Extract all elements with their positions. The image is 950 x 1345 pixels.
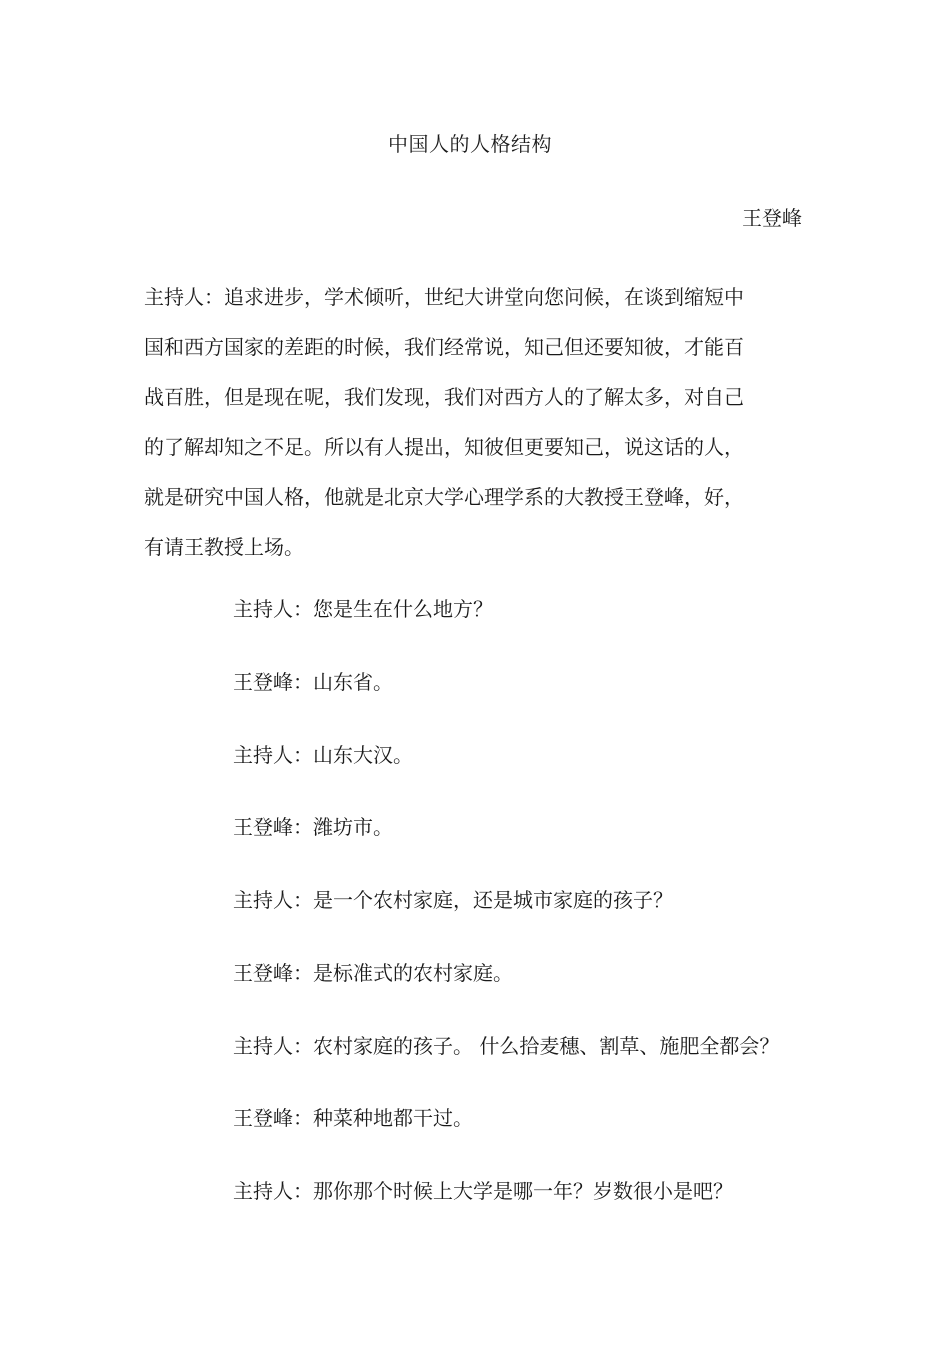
dialogue-turn: 王登峰：种菜种地都干过。 [233,1106,473,1131]
dialogue-turn: 主持人：是一个农村家庭，还是城市家庭的孩子？ [233,888,673,912]
dialogue-turn: 王登峰：是标准式的农村家庭。 [233,960,513,985]
dialogue-turn: 主持人：山东大汉。 [233,742,413,767]
document-title: 中国人的人格结构 [388,132,552,156]
intro-line: 就是研究中国人格，他就是北京大学心理学系的大教授王登峰，好， [144,485,744,509]
intro-line: 的了解却知之不足。所以有人提出，知彼但更要知己，说这话的人， [144,435,744,459]
dialogue-list [233,596,853,1251]
dialogue-turn: 王登峰：潍坊市。 [233,815,393,840]
dialogue-turn: 主持人：农村家庭的孩子。 什么拾麦穗、割草、施肥全都会？ [233,1033,780,1058]
intro-line: 战百胜，但是现在呢，我们发现，我们对西方人的了解太多，对自己 [144,385,744,409]
dialogue-turn: 主持人：您是生在什么地方？ [233,597,493,621]
intro-paragraph [144,272,784,572]
intro-line: 主持人：追求进步，学术倾听，世纪大讲堂向您问候，在谈到缩短中 [144,285,744,309]
author-name: 王登峰 [742,206,802,230]
intro-line: 国和西方国家的差距的时候，我们经常说，知己但还要知彼，才能百 [144,335,744,359]
dialogue-turn: 王登峰：山东省。 [233,669,393,694]
dialogue-turn: 主持人：那你那个时候上大学是哪一年？岁数很小是吧？ [233,1179,733,1203]
intro-line: 有请王教授上场。 [144,535,304,559]
